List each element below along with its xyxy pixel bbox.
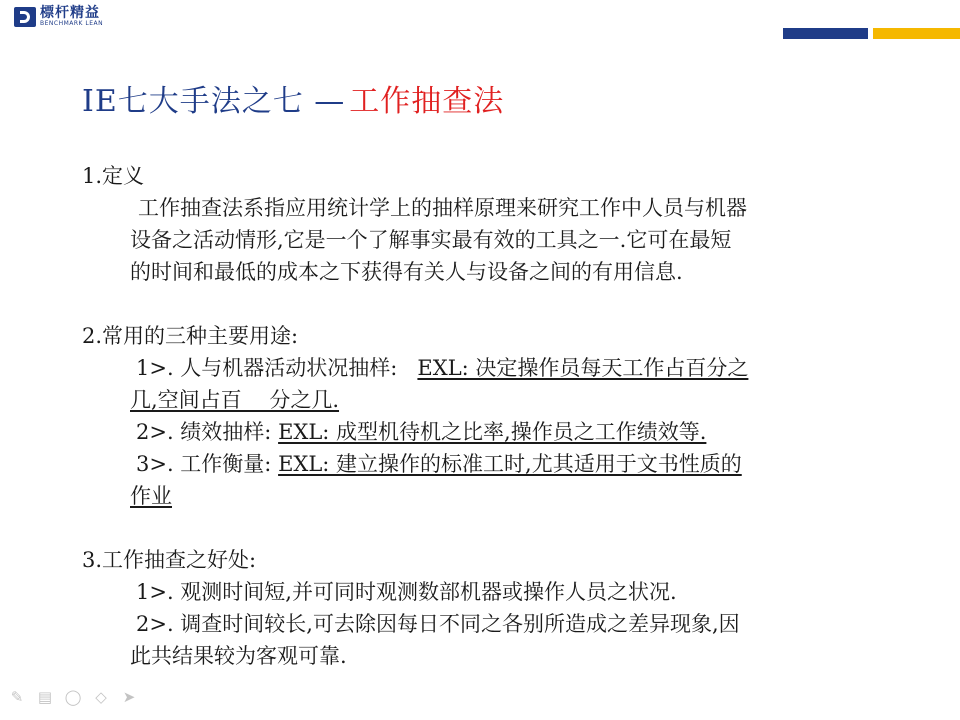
- pen-icon[interactable]: ✎: [10, 688, 24, 706]
- decorative-blue-bar: [783, 28, 868, 39]
- item-2-example: EXL: 成型机待机之比率,操作员之工作绩效等.: [278, 420, 707, 444]
- logo-mark-icon: [14, 7, 36, 27]
- section-1-text-line-3: 的时间和最低的成本之下获得有关人与设备之间的有用信息.: [130, 260, 683, 284]
- section-3-item-2-cont: 此共结果较为客观可靠.: [130, 644, 347, 668]
- section-2-item-1: [82, 352, 922, 384]
- slide-content: [82, 160, 922, 672]
- ellipse-icon[interactable]: ◯: [64, 688, 82, 706]
- section-2-item-1-cont: [82, 384, 922, 416]
- eraser-icon[interactable]: ◇: [95, 688, 107, 706]
- section-1-heading: 1.定义: [82, 164, 145, 188]
- section-1-text-line-1: 工作抽查法系指应用统计学上的抽样原理来研究工作中人员与机器: [138, 196, 747, 220]
- section-2-item-3-cont: [82, 480, 922, 512]
- slides-icon[interactable]: ▤: [37, 688, 53, 706]
- item-1-example: EXL: 决定操作员每天工作占百分之: [417, 356, 749, 380]
- section-3-heading: 3.工作抽查之好处:: [82, 548, 257, 572]
- section-2-item-3: [82, 448, 922, 480]
- spacer: [82, 288, 922, 320]
- item-2-label: 2>. 绩效抽样:: [136, 420, 272, 444]
- presentation-toolbar: [8, 688, 138, 706]
- item-3-example-cont: 作业: [130, 484, 172, 508]
- logo-text: [40, 6, 103, 27]
- section-3-item-2: 2>. 调查时间较长,可去除因每日不同之各别所造成之差异现象,因: [136, 612, 740, 636]
- item-1-example-cont: 几,空间占百 分之几.: [130, 388, 340, 412]
- section-3-item-1: 1>. 观测时间短,并可同时观测数部机器或操作人员之状况.: [136, 580, 677, 604]
- slide-title: [82, 76, 504, 120]
- logo-name: 標杆精益: [40, 5, 100, 21]
- item-3-example: EXL: 建立操作的标准工时,尤其适用于文书性质的: [278, 452, 742, 476]
- decorative-yellow-bar: [873, 28, 960, 39]
- title-highlight: 工作抽查法: [349, 84, 505, 119]
- title-prefix: IE七大手法之七 —: [82, 84, 346, 119]
- item-3-label: 3>. 工作衡量:: [136, 452, 272, 476]
- section-2-item-2: [82, 416, 922, 448]
- logo-subtitle: BENCHMARK LEAN: [40, 20, 104, 27]
- spacer: [82, 512, 922, 544]
- logo: [14, 6, 103, 27]
- pointer-icon[interactable]: ➤: [122, 688, 136, 706]
- section-2-heading: 2.常用的三种主要用途:: [82, 324, 299, 348]
- section-1-text-line-2: 设备之活动情形,它是一个了解事实最有效的工具之一.它可在最短: [130, 228, 732, 252]
- item-1-label: 1>. 人与机器活动状况抽样:: [136, 356, 398, 380]
